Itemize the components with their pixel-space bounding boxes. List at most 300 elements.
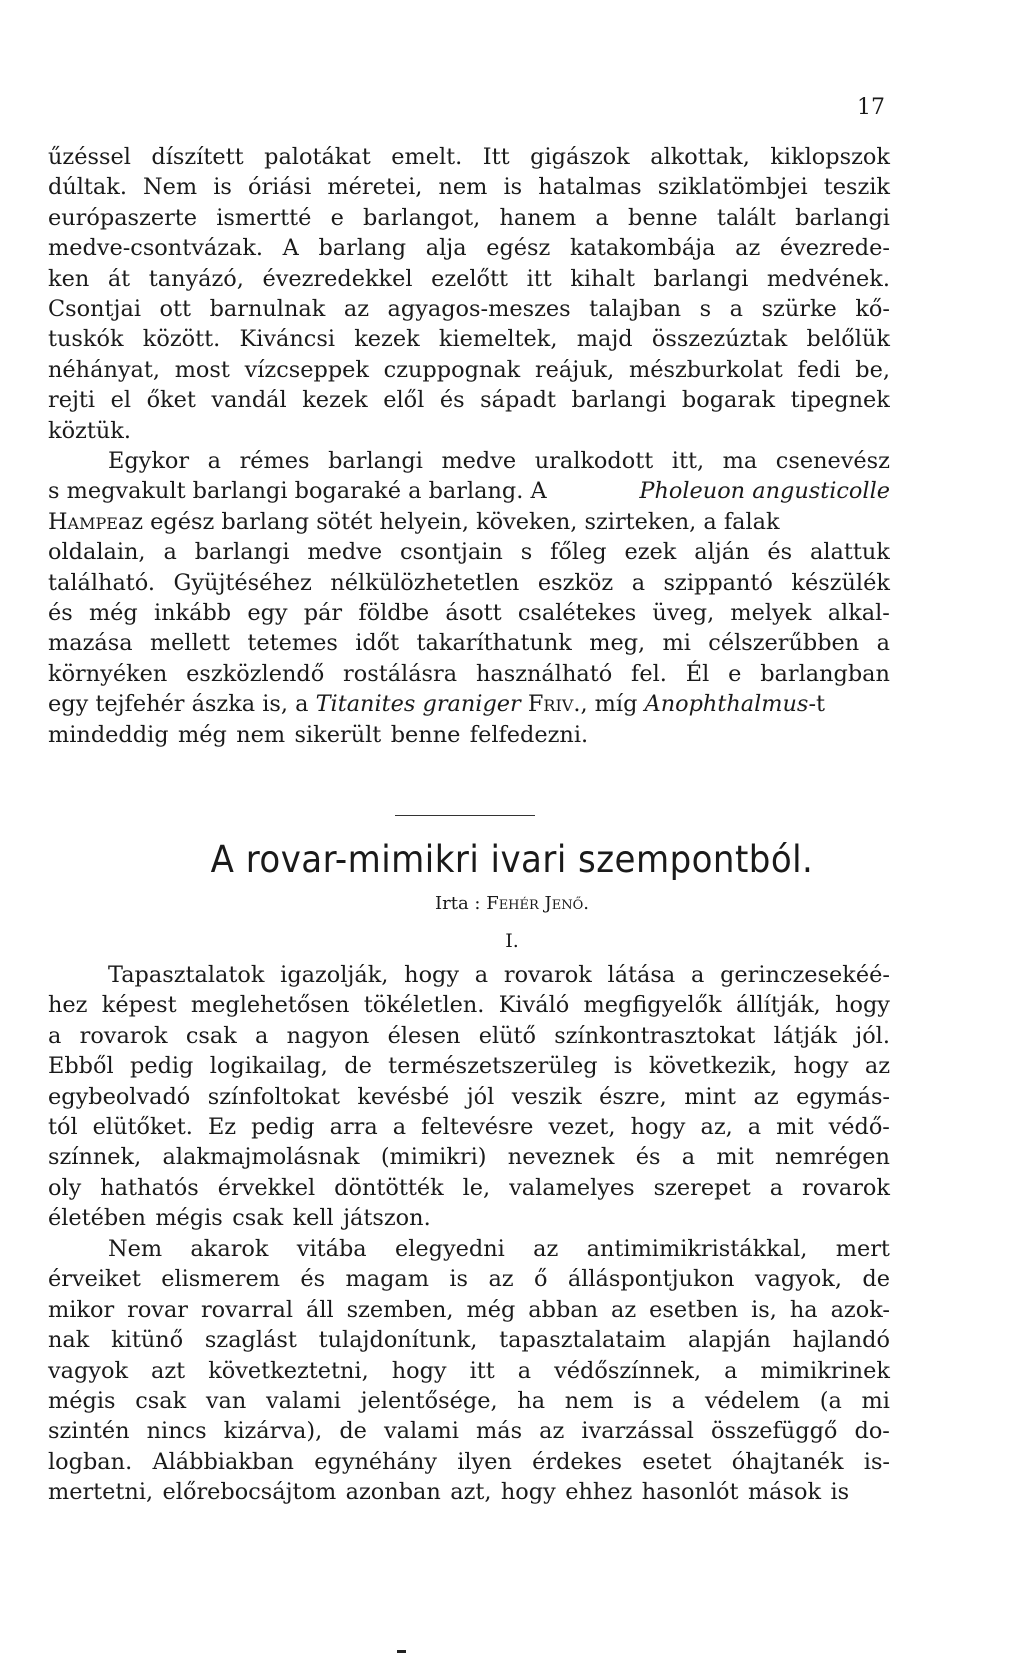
word: barlang: [318, 235, 407, 262]
word: ha: [517, 1387, 546, 1414]
word: igazolják,: [280, 962, 389, 988]
word: főleg: [550, 539, 607, 566]
word: évezrede-: [779, 235, 890, 262]
word: mit: [716, 1144, 754, 1171]
text-line: [48, 990, 890, 1020]
word: rovarok: [802, 1174, 890, 1201]
word: és: [635, 1144, 661, 1171]
word: valami: [266, 1387, 341, 1414]
author-name: Hampe: [48, 508, 118, 535]
text-line: [48, 1142, 890, 1172]
word: kő-: [855, 295, 890, 322]
word: is: [633, 1387, 653, 1414]
word: a: [595, 204, 609, 231]
word: más: [476, 1418, 523, 1445]
word: hogy: [500, 1479, 556, 1506]
word: oldalain,: [48, 539, 146, 566]
word: összefüggő: [711, 1418, 838, 1445]
word: látása: [607, 962, 676, 988]
text-line: [48, 1173, 890, 1203]
word: is,: [751, 1296, 777, 1323]
word: mészburkolat: [629, 356, 783, 383]
text-line: [48, 1386, 890, 1416]
word: ezelőtt: [431, 265, 509, 292]
word: is: [830, 1479, 850, 1506]
word: érveiket: [48, 1266, 141, 1293]
word: állítják,: [735, 992, 821, 1019]
word: e: [330, 204, 344, 231]
word: és: [767, 539, 793, 566]
word: alkal-: [827, 599, 890, 626]
word: logban.: [48, 1448, 133, 1475]
word: természetszerüleg: [388, 1053, 598, 1080]
word: ő: [533, 1266, 548, 1293]
word: ott: [159, 295, 192, 322]
word: rovarok: [503, 962, 592, 988]
word: méretei,: [327, 174, 423, 201]
word: kezek: [302, 387, 368, 414]
word: fedi: [797, 356, 841, 383]
word: és: [48, 599, 73, 626]
text-line: [48, 507, 890, 537]
word: űzéssel: [48, 144, 131, 170]
word: tökéletlen.: [363, 992, 485, 1019]
word: neveznek: [507, 1144, 615, 1171]
word: tól: [48, 1113, 78, 1140]
text-line: [48, 233, 890, 263]
word: időt: [355, 630, 400, 657]
word: Tapasztalatok: [108, 962, 265, 988]
word: medvének.: [766, 265, 890, 292]
word: a: [769, 1174, 784, 1201]
word: is: [613, 1053, 633, 1080]
word: csak: [185, 1022, 237, 1049]
word: mit: [776, 1113, 814, 1140]
word: benne: [628, 204, 698, 231]
author-name: Friv: [520, 691, 574, 718]
taxon-name: Pholeuon angusticolle: [639, 478, 890, 505]
word: a: [729, 295, 744, 322]
word: kiklopszok: [770, 144, 890, 170]
word: még: [466, 1296, 516, 1323]
word: dúltak.: [48, 174, 127, 201]
word: de: [344, 1053, 372, 1080]
word: Él: [685, 660, 710, 687]
word: Nem: [108, 1236, 163, 1262]
word: barlangi: [653, 265, 749, 292]
word: ha: [789, 1296, 818, 1323]
word: katakombája: [569, 235, 716, 262]
word: életében: [48, 1205, 146, 1232]
word: itt,: [671, 448, 705, 474]
word: mikor: [48, 1296, 115, 1323]
word: még: [88, 599, 138, 626]
word: csenevész: [775, 448, 890, 474]
word: óriási: [247, 174, 312, 201]
word: Itt: [482, 144, 510, 170]
text-line: [48, 659, 890, 689]
word: teszik: [823, 174, 890, 201]
word: mi: [662, 630, 691, 657]
word: barlangi: [194, 539, 290, 566]
page-number: 17: [857, 95, 885, 120]
word: az,: [700, 1113, 733, 1140]
word: agyagos-meszes: [387, 295, 571, 322]
word: alkottak,: [650, 144, 750, 170]
text-line: [48, 960, 890, 990]
word: (a: [819, 1387, 842, 1414]
word: barlangban: [760, 660, 890, 687]
word: a: [747, 1113, 762, 1140]
text-line: [48, 1264, 890, 1294]
word: do-: [854, 1418, 890, 1445]
word: be,: [855, 356, 890, 383]
word: emelt.: [391, 144, 463, 170]
word: sziklatömbjei: [657, 174, 808, 201]
word: feltevésre: [421, 1113, 534, 1140]
text-line: [48, 203, 890, 233]
word: szippantó: [663, 569, 773, 596]
word: a: [876, 630, 890, 657]
word: ehhez: [565, 1479, 633, 1506]
word: kitünő: [111, 1327, 184, 1354]
text-line: [48, 172, 890, 202]
word: szürke: [761, 295, 837, 322]
word: sápadt: [480, 387, 556, 414]
word: mellett: [149, 630, 230, 657]
word: van: [205, 1387, 247, 1414]
word: medve-csontvázak.: [48, 235, 264, 262]
word: mindeddig: [48, 721, 169, 748]
text-line: [48, 720, 890, 750]
word: játszon.: [343, 1205, 431, 1232]
word: hogy: [391, 1357, 447, 1384]
word: nélkülözhetetlen: [330, 569, 520, 596]
word: vagyok,: [754, 1266, 842, 1293]
word: gerinczesekéé-: [720, 962, 890, 988]
word: díszített: [151, 144, 244, 170]
word: alja: [425, 235, 467, 262]
text-line: [48, 628, 890, 658]
word: Gyüjtéséhez: [173, 569, 312, 596]
word: még: [177, 721, 227, 748]
word: az: [864, 1053, 890, 1080]
text-line: [48, 1234, 890, 1264]
word: a: [690, 962, 705, 988]
word: érdekes: [532, 1448, 622, 1475]
word: a: [681, 1144, 696, 1171]
word: valamelyes: [509, 1174, 635, 1201]
word: nemrégen: [775, 1144, 890, 1171]
word: az: [488, 1266, 514, 1293]
word: azonban: [345, 1479, 441, 1506]
word: abban: [528, 1296, 599, 1323]
word: előrebocsájtom: [162, 1479, 337, 1506]
text-line: [48, 1325, 890, 1355]
text-line: [48, 598, 890, 628]
word: üveg,: [652, 599, 715, 626]
word: rostálásra: [343, 660, 458, 687]
text-line: [48, 1356, 890, 1386]
word: szintén: [48, 1418, 130, 1445]
word: a: [671, 1387, 686, 1414]
word: arra: [329, 1113, 378, 1140]
word: eszközlendő: [186, 660, 325, 687]
word: jelentősége,: [360, 1387, 498, 1414]
word: nincs: [146, 1418, 207, 1445]
word: vagyok: [48, 1357, 129, 1384]
word: elismerem: [161, 1266, 280, 1293]
word: pedig: [251, 1113, 315, 1140]
word: európaszerte: [48, 204, 198, 231]
word: alattuk: [810, 539, 890, 566]
word: célszerűbben: [708, 630, 860, 657]
word: álláspontjukon: [567, 1266, 735, 1293]
word: egybeolvadó: [48, 1083, 191, 1110]
word: nem: [564, 1387, 614, 1414]
word: de: [339, 1418, 367, 1445]
word: hatalmas: [538, 174, 642, 201]
word: Egykor: [108, 448, 190, 474]
word: és: [300, 1266, 326, 1293]
word: rejti: [48, 387, 96, 414]
text-line: [48, 416, 890, 446]
page-mark: [397, 1650, 406, 1653]
word: talajban: [589, 295, 682, 322]
word: ilyen: [457, 1448, 512, 1475]
word: rovarok: [79, 1022, 168, 1049]
word: reájuk,: [534, 356, 615, 383]
word: oly: [48, 1174, 82, 1201]
article-author: [0, 893, 1024, 914]
word: színfoltokat: [207, 1083, 340, 1110]
text-line: [48, 1082, 890, 1112]
word: rovarral: [200, 1296, 294, 1323]
text-segment: -t: [808, 691, 826, 718]
word: szerepet: [653, 1174, 751, 1201]
paragraph-cave: [48, 142, 890, 446]
word: ásott: [445, 599, 502, 626]
word: barnulnak: [209, 295, 326, 322]
text-line: [48, 1295, 890, 1325]
word: a: [207, 448, 222, 474]
word: az: [753, 1083, 779, 1110]
word: tulajdonítunk,: [318, 1327, 478, 1354]
word: kihalt: [570, 265, 635, 292]
word: rovar: [127, 1296, 188, 1323]
word: azt: [151, 1357, 186, 1384]
word: barlangi: [795, 204, 890, 231]
word: színkontrasztokat: [554, 1022, 756, 1049]
word: rémes: [239, 448, 310, 474]
word: csak: [135, 1387, 187, 1414]
word: is-: [863, 1448, 890, 1475]
word: itt: [469, 1357, 495, 1384]
word: az: [343, 295, 369, 322]
word: azok-: [830, 1296, 890, 1323]
word: ken: [48, 265, 90, 292]
word: megfigyelők: [583, 992, 722, 1019]
word: kezek: [354, 326, 420, 353]
word: hez: [48, 992, 88, 1019]
word: uralkodott: [534, 448, 654, 474]
word: mások: [747, 1479, 822, 1506]
word: érvekkel: [217, 1174, 316, 1201]
word: az: [533, 1236, 559, 1262]
text-line: [48, 142, 890, 172]
word: vandál: [211, 387, 287, 414]
word: tipegnek: [790, 387, 890, 414]
word: el: [110, 387, 132, 414]
word: csontjain: [400, 539, 503, 566]
text-line: [48, 1112, 890, 1142]
text-line: [48, 1203, 890, 1233]
word: tanyázó,: [148, 265, 244, 292]
text-line: [48, 1447, 890, 1477]
text-segment: ., míg: [573, 691, 645, 718]
word: hathatós: [100, 1174, 199, 1201]
word: (mimikri): [380, 1144, 487, 1171]
text-line: [48, 446, 890, 476]
word: fel.: [631, 660, 667, 687]
word: óhajtanék: [731, 1448, 844, 1475]
text-segment: s megvakult barlangi bogaraké a barlang. A: [48, 478, 547, 505]
word: esetben: [649, 1296, 739, 1323]
text-line: [48, 294, 890, 324]
word: felfedezni.: [469, 721, 589, 748]
word: elütő: [478, 1022, 536, 1049]
word: Nem: [143, 174, 198, 201]
word: is: [449, 1266, 469, 1293]
word: mimikrinek: [760, 1357, 890, 1384]
word: nak: [48, 1327, 90, 1354]
word: döntötték: [334, 1174, 444, 1201]
word: egy: [247, 599, 288, 626]
text-line: [48, 476, 890, 506]
word: pár: [303, 599, 343, 626]
section-number: I.: [505, 930, 519, 952]
word: ismertté: [216, 204, 312, 231]
word: Csontjai: [48, 295, 141, 322]
word: nem: [438, 174, 488, 201]
text-line: [48, 1051, 890, 1081]
word: kell: [292, 1205, 334, 1232]
word: készülék: [791, 569, 890, 596]
word: hanem: [499, 204, 577, 231]
word: mégis: [155, 1205, 223, 1232]
word: alapján: [687, 1327, 771, 1354]
word: ezek: [624, 539, 677, 566]
word: hogy: [630, 1113, 686, 1140]
word: belőlük: [806, 326, 890, 353]
word: hajlandó: [792, 1327, 890, 1354]
word: mi: [861, 1387, 890, 1414]
word: védő-: [828, 1113, 890, 1140]
word: csalétekes: [517, 599, 637, 626]
article-title: A rovar-mimikri ivari szempontból.: [210, 838, 814, 881]
word: logikailag,: [209, 1053, 328, 1080]
word: vízcseppek: [244, 356, 369, 383]
word: a: [48, 1022, 62, 1049]
word: a: [631, 569, 646, 596]
word: és: [439, 387, 465, 414]
word: az: [735, 235, 761, 262]
word: a: [255, 1022, 269, 1049]
word: most: [174, 356, 230, 383]
word: élesen: [387, 1022, 461, 1049]
word: kizárva),: [223, 1418, 323, 1445]
word: áll: [306, 1296, 334, 1323]
word: kiemeltek,: [438, 326, 558, 353]
word: képest: [101, 992, 177, 1019]
word: évezredekkel: [262, 265, 413, 292]
word: használható: [475, 660, 613, 687]
word: elegyedni: [394, 1236, 505, 1262]
word: földbe: [358, 599, 430, 626]
word: e: [728, 660, 742, 687]
word: kevésbé: [357, 1083, 450, 1110]
word: tapasztalataim: [499, 1327, 667, 1354]
word: csak: [232, 1205, 284, 1232]
word: védelem: [704, 1387, 801, 1414]
word: hasonlót: [641, 1479, 739, 1506]
paragraph-vision: [48, 960, 890, 1234]
word: egész: [486, 235, 551, 262]
word: is: [213, 174, 232, 201]
word: esetet: [642, 1448, 712, 1475]
paragraph-bear: [48, 446, 890, 750]
word: át: [107, 265, 131, 292]
word: jól: [466, 1083, 495, 1110]
word: néhányat,: [48, 356, 160, 383]
text-line: [48, 568, 890, 598]
word: védőszínnek,: [554, 1357, 702, 1384]
word: a: [517, 1357, 532, 1384]
word: színnek,: [48, 1144, 142, 1171]
word: Alábbiakban: [152, 1448, 294, 1475]
word: mégis: [48, 1387, 116, 1414]
word: azt,: [450, 1479, 492, 1506]
text-line: [48, 385, 890, 415]
word: mertetni,: [48, 1479, 154, 1506]
word: benne: [390, 721, 461, 748]
word: majd: [576, 326, 633, 353]
text-line: [48, 689, 890, 719]
text-line: [48, 264, 890, 294]
word: mert: [835, 1236, 890, 1262]
word: barlangot,: [363, 204, 481, 231]
word: található.: [48, 569, 155, 596]
word: köztük.: [48, 417, 131, 444]
word: talált: [716, 204, 776, 231]
word: antimimikristákkal,: [586, 1236, 808, 1262]
text-segment: egy tejfehér ászka is, a: [48, 691, 316, 718]
word: is: [503, 174, 523, 201]
word: Kiváló: [498, 992, 570, 1019]
word: magam: [345, 1266, 429, 1293]
taxon-name: Anophthalmus: [644, 691, 809, 718]
word: Ez: [207, 1113, 237, 1140]
word: következtetni,: [208, 1357, 369, 1384]
word: szemben,: [346, 1296, 454, 1323]
word: vitába: [296, 1236, 367, 1262]
word: az: [539, 1418, 565, 1445]
word: pedig: [129, 1053, 194, 1080]
word: látják: [773, 1022, 837, 1049]
word: a: [474, 962, 489, 988]
word: hogy: [793, 1053, 849, 1080]
text-line: [48, 537, 890, 567]
